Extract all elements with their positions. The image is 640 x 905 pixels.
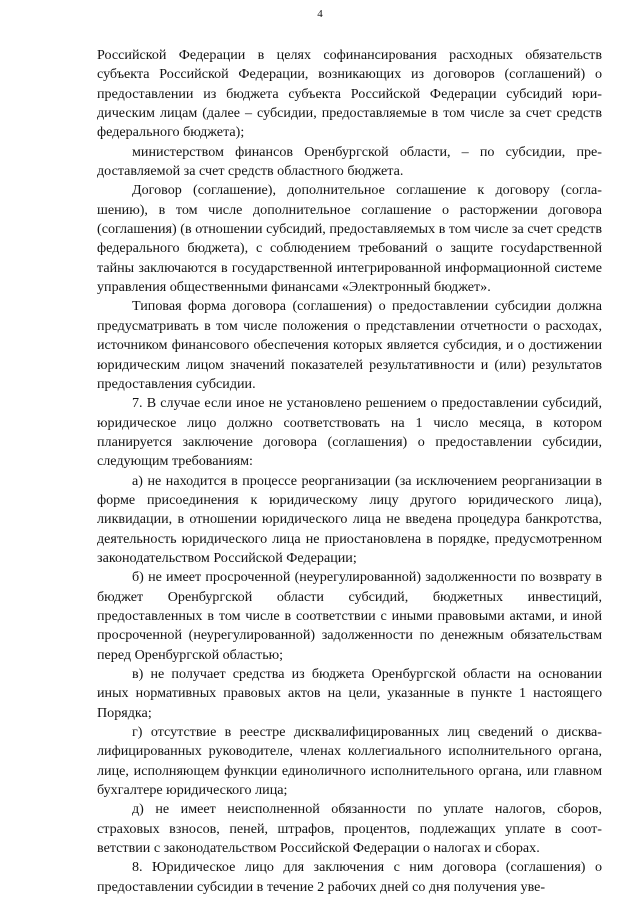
paragraph-typical-form: Типовая форма договора (соглашения) о предоставлении субсидии должна предусматривать в том числе положения о представлении отчетности о расходах, источником финансового обеспечения которых является субсидия, и о достижении юридическим лицом значений показателей результативности и (или) результатов предоставления субсидии. xyxy=(97,298,602,392)
paragraph-item-7v: в) не получает средства из бюджета Оренбургской области на основании иных нормативных правовых актов на цели, указанные в пункте 1 настоящего Порядка; xyxy=(97,666,602,721)
paragraph-item-7d: д) не имеет неисполненной обязанности по уплате налогов, сборов, страховых взносов, пеней, штрафов, процентов, подлежащих уплате в соответствии с законодательством Российской Федерации о налогах и сборах. xyxy=(97,801,602,857)
paragraph-item-7a: а) не находится в процессе реорганизации (за исключением реорганизации в форме присоединения к юридическому лицу другого юридического лица), ликвидации, в отношении юридического лица не введена процедура банкротства, деятельность юридического лица не приостановлена в порядке, предусмотренном законодательством Российской Федерации; xyxy=(97,472,602,566)
paragraph-item-7g: г) отсутствие в реестре дисквалифицированных лиц сведений о дисквалифицированных руководителе, членах коллегиального исполнительного органа, лице, исполняющем функции единоличного исполнительного органа, или главном бухгалтере юридического лица; xyxy=(97,724,602,799)
paragraph-item-7: 7. В случае если иное не установлено решением о предоставлении субсидий, юридическое лицо должно соответствовать на 1 число месяца, в котором планируется заключение договора (соглашения) о предоставлении субсидии, следующим требованиям: xyxy=(97,395,602,470)
document-body xyxy=(97,46,602,897)
paragraph-ministry-finance: министерством финансов Оренбургской области, – по субсидии, предоставляемой за счет средств областного бюджета. xyxy=(97,143,602,180)
page-number: 4 xyxy=(317,8,323,20)
paragraph-item-8: 8. Юридическое лицо для заключения с ним договора (соглашения) о предоставлении субсидии в течение 2 рабочих дней со дня получения уве- xyxy=(97,859,602,895)
paragraph-continuation: Российской Федерации в целях софинансирования расходных обязательств субъекта Российской Федерации, возникающих из договоров (соглашений) о предоставлении из бюджета субъекта Российской Федерации субсидий юридическим лицам (далее – субсидии, предоставляемые в том числе за счет средств федерального бюджета); xyxy=(97,47,602,141)
paragraph-agreement-conclusion: Договор (соглашение), дополнительное соглашение к договору (соглашению), в том числе дополнительное соглашение о расторжении договора (соглашения) (в отношении субсидий, предоставляемых в том числе за счет средств федерального бюджета), с соблюдением требований о защите госуdарственной тайны заключаются в государственной интегрированной информационной системе управления общественными финансами «Электронный бюджет». xyxy=(97,182,602,296)
paragraph-item-7b: б) не имеет просроченной (неурегулированной) задолженности по возврату в бюджет Оренбургской области субсидий, бюджетных инвестиций, предоставленных в том числе в соответствии с иными правовыми актами, и иной просроченной (неурегулированной) задолженности по денежным обязательствам перед Оренбургской областью; xyxy=(97,569,602,663)
